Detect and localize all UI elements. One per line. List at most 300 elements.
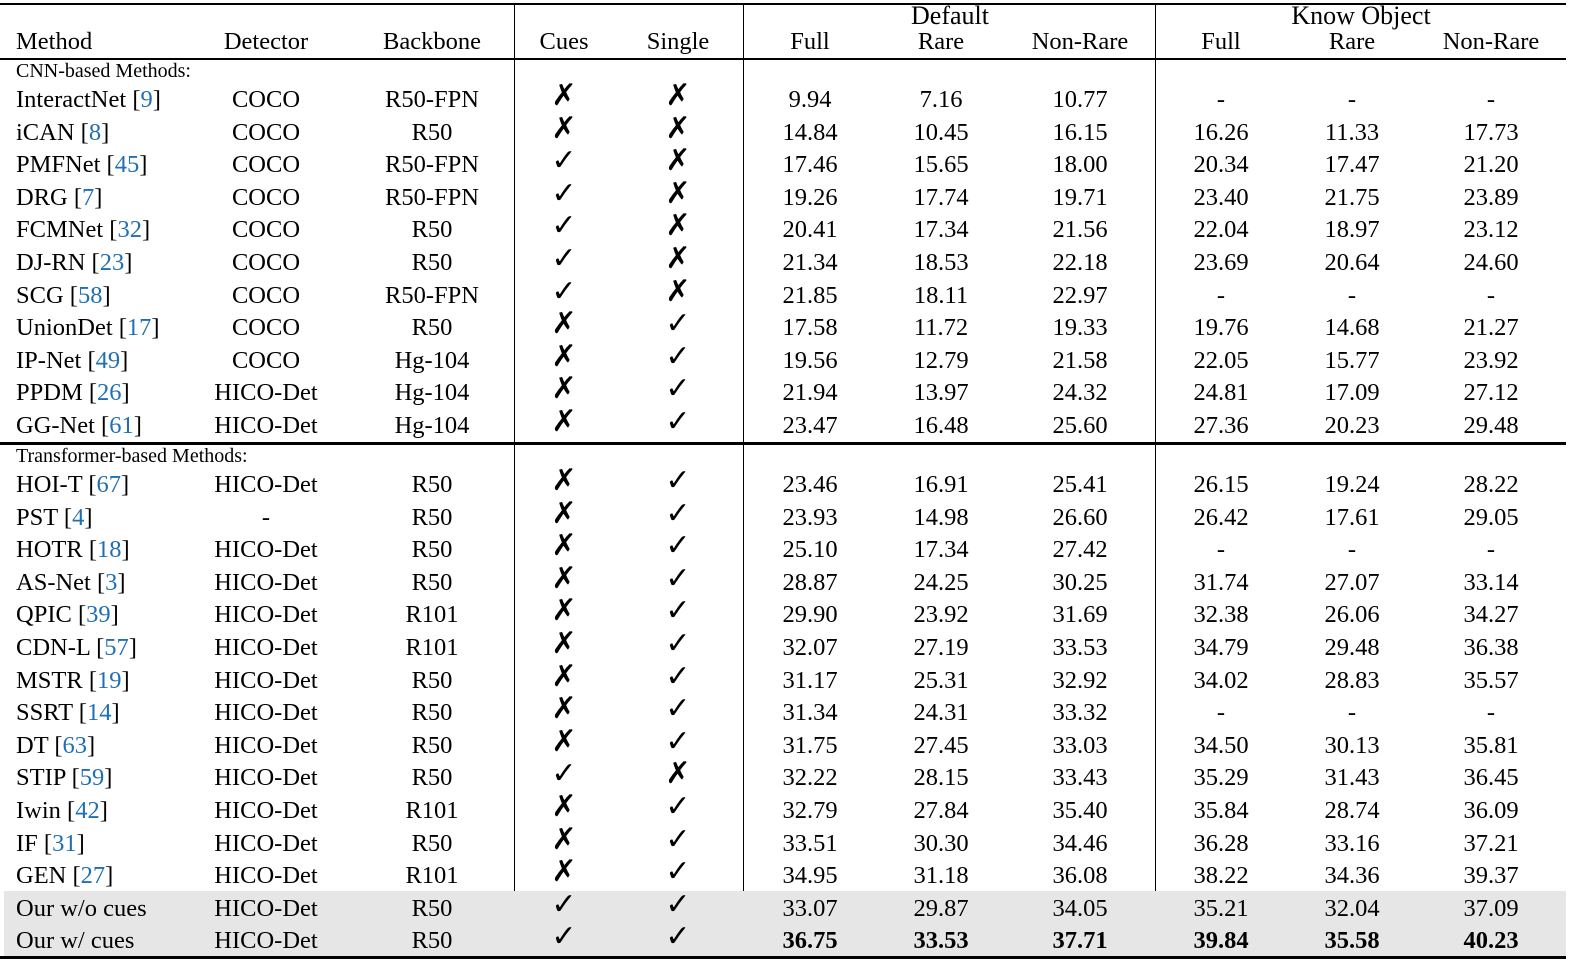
ko-full-value: 16.26 xyxy=(1193,118,1249,146)
def-rare-value: 25.31 xyxy=(913,666,969,694)
ko-full-value: 26.42 xyxy=(1193,503,1249,531)
def-rare-value: 11.72 xyxy=(913,314,969,342)
ko-rare-value: 35.58 xyxy=(1324,927,1380,955)
header-default-non-rare: Non-Rare xyxy=(1031,28,1129,55)
ko-full-value: 34.50 xyxy=(1193,731,1249,759)
ko-rare-value: 29.48 xyxy=(1324,634,1380,661)
method-label: IF xyxy=(16,829,38,857)
def-nonrare-value: 31.69 xyxy=(1052,601,1108,629)
def-nonrare-value: 19.71 xyxy=(1052,183,1108,211)
detector-value: HICO-Det xyxy=(214,666,318,694)
method-label: HOTR xyxy=(16,536,83,564)
def-nonrare-value: 25.41 xyxy=(1052,471,1108,498)
method-name: DRG [7] xyxy=(16,183,103,211)
backbone-value: R50-FPN xyxy=(385,151,479,179)
def-full-value: 36.75 xyxy=(782,927,838,955)
detector-value: HICO-Det xyxy=(214,829,318,857)
citation-link[interactable]: 3 xyxy=(105,568,118,596)
def-rare-value: 16.91 xyxy=(913,471,969,498)
method-label: DT xyxy=(16,731,49,759)
ko-nonrare-value: 28.22 xyxy=(1463,471,1519,498)
ko-full-value: - xyxy=(1216,281,1226,309)
cross-icon: ✗ xyxy=(551,79,577,112)
check-icon: ✓ xyxy=(665,855,691,889)
backbone-value: Hg-104 xyxy=(394,379,470,407)
check-icon: ✓ xyxy=(665,692,691,726)
detector-value: HICO-Det xyxy=(214,471,318,498)
citation-link[interactable]: 45 xyxy=(114,151,140,179)
method-label: PMFNet xyxy=(16,151,101,179)
method-label: AS-Net xyxy=(16,568,91,596)
check-icon: ✓ xyxy=(551,920,577,954)
bottom-rule xyxy=(0,956,1566,959)
ko-rare-value: 26.06 xyxy=(1324,601,1380,629)
def-rare-value: 17.34 xyxy=(913,216,969,244)
def-rare-value: 18.53 xyxy=(913,249,969,276)
ko-nonrare-value: 23.92 xyxy=(1463,346,1519,374)
def-rare-value: 30.30 xyxy=(913,829,969,857)
detector-value: HICO-Det xyxy=(214,568,318,596)
ko-full-value: 35.84 xyxy=(1193,797,1249,824)
ko-rare-value: 34.36 xyxy=(1324,862,1380,890)
backbone-value: R50 xyxy=(411,699,453,727)
method-label: IP-Net xyxy=(16,346,82,374)
detector-value: HICO-Det xyxy=(214,699,318,727)
def-full-value: 17.58 xyxy=(782,314,838,342)
ko-full-value: - xyxy=(1216,86,1226,113)
detector-value: HICO-Det xyxy=(214,797,318,824)
cross-icon: ✗ xyxy=(551,822,577,856)
def-nonrare-value: 33.32 xyxy=(1052,699,1108,727)
detector-value: COCO xyxy=(231,314,301,342)
cross-icon: ✗ xyxy=(551,724,577,758)
def-full-value: 14.84 xyxy=(782,118,838,146)
ko-rare-value: 28.74 xyxy=(1324,797,1380,824)
method-label: STIP xyxy=(16,764,66,792)
method-name: STIP [59] xyxy=(16,764,113,792)
def-rare-value: 10.45 xyxy=(913,118,969,146)
detector-value: HICO-Det xyxy=(214,412,318,439)
def-rare-value: 17.34 xyxy=(913,536,969,564)
def-full-value: 32.79 xyxy=(782,797,838,824)
backbone-value: R50 xyxy=(411,249,453,276)
ko-rare-value: 20.64 xyxy=(1324,249,1380,276)
def-nonrare-value: 33.43 xyxy=(1052,764,1108,792)
check-icon: ✓ xyxy=(665,561,691,595)
backbone-value: R50-FPN xyxy=(385,86,479,113)
ko-full-value: 22.04 xyxy=(1193,216,1249,244)
citation-link[interactable]: 49 xyxy=(95,346,121,374)
def-nonrare-value: 33.53 xyxy=(1052,634,1108,661)
ko-full-value: 32.38 xyxy=(1193,601,1249,629)
cross-icon: ✗ xyxy=(665,111,691,145)
backbone-value: R50 xyxy=(411,764,453,792)
ko-rare-value: 11.33 xyxy=(1324,118,1380,146)
citation-link[interactable]: 26 xyxy=(97,379,122,407)
ko-rare-value: 17.47 xyxy=(1324,151,1380,179)
def-rare-value: 27.84 xyxy=(913,797,969,824)
ko-nonrare-value: 27.12 xyxy=(1463,379,1519,407)
ko-nonrare-value: 34.27 xyxy=(1463,601,1519,629)
check-icon: ✓ xyxy=(551,757,577,791)
cross-icon: ✗ xyxy=(551,111,577,145)
def-rare-value: 23.92 xyxy=(913,601,969,629)
cross-icon: ✗ xyxy=(665,242,691,275)
citation-link[interactable]: 14 xyxy=(86,699,112,727)
detector-value: HICO-Det xyxy=(214,731,318,759)
ko-nonrare-value: 29.48 xyxy=(1463,412,1519,439)
method-label: InteractNet xyxy=(16,86,127,113)
check-icon: ✓ xyxy=(665,887,691,921)
check-icon: ✓ xyxy=(665,920,691,954)
def-rare-value: 15.65 xyxy=(913,151,969,179)
method-name: GG-Net [61] xyxy=(16,412,142,439)
ko-rare-value: 32.04 xyxy=(1324,894,1380,922)
ko-nonrare-value: 23.89 xyxy=(1463,183,1519,211)
check-icon: ✓ xyxy=(551,144,577,178)
method-name: SCG [58] xyxy=(16,281,111,309)
method-label: FCMNet xyxy=(16,216,104,244)
method-label: SCG xyxy=(16,281,64,309)
def-full-value: 32.07 xyxy=(782,634,838,661)
ko-rare-value: 17.09 xyxy=(1324,379,1380,407)
ko-full-value: 23.40 xyxy=(1193,183,1249,211)
method-name: GEN [27] xyxy=(16,862,114,890)
citation-link[interactable]: 39 xyxy=(86,601,111,629)
cross-icon: ✗ xyxy=(551,561,577,595)
def-rare-value: 14.98 xyxy=(913,503,969,531)
check-icon: ✓ xyxy=(551,176,577,210)
backbone-value: Hg-104 xyxy=(394,346,470,374)
cross-icon: ✗ xyxy=(551,855,577,889)
def-full-value: 21.34 xyxy=(782,249,838,276)
ko-full-value: 20.34 xyxy=(1193,151,1249,179)
cross-icon: ✗ xyxy=(665,79,691,112)
ko-rare-value: 15.77 xyxy=(1324,346,1380,374)
detector-value: COCO xyxy=(231,86,301,113)
ko-full-value: 39.84 xyxy=(1193,927,1249,955)
citation-link[interactable]: 27 xyxy=(80,862,106,890)
backbone-value: R50-FPN xyxy=(385,183,479,211)
def-nonrare-value: 32.92 xyxy=(1052,666,1108,694)
cross-icon: ✗ xyxy=(665,274,691,308)
method-name: InteractNet [9] xyxy=(16,86,161,113)
citation-link[interactable]: 67 xyxy=(96,471,122,498)
ko-rare-value: 14.68 xyxy=(1324,314,1380,342)
ko-nonrare-value: 36.38 xyxy=(1463,634,1519,661)
citation-link[interactable]: 8 xyxy=(88,118,102,146)
def-nonrare-value: 22.18 xyxy=(1052,249,1108,276)
citation-link[interactable]: 17 xyxy=(126,314,152,342)
def-full-value: 34.95 xyxy=(782,862,838,890)
ko-nonrare-value: 35.81 xyxy=(1463,731,1519,759)
ko-nonrare-value: - xyxy=(1486,536,1496,564)
def-nonrare-value: 27.42 xyxy=(1052,536,1108,564)
method-name: HOTR [18] xyxy=(16,536,130,564)
ko-rare-value: 20.23 xyxy=(1324,412,1380,439)
check-icon: ✓ xyxy=(665,464,691,497)
method-name: IF [31] xyxy=(16,829,85,857)
def-nonrare-value: 24.32 xyxy=(1052,379,1108,407)
ko-nonrare-value: - xyxy=(1486,281,1496,309)
def-full-value: 23.93 xyxy=(782,503,838,531)
def-rare-value: 33.53 xyxy=(913,927,969,955)
check-icon: ✓ xyxy=(665,307,691,341)
citation-link[interactable]: 32 xyxy=(117,216,142,244)
method-name: DT [63] xyxy=(16,731,96,759)
method-label: QPIC xyxy=(16,601,72,629)
citation-link[interactable]: 31 xyxy=(52,829,77,857)
ko-nonrare-value: 21.27 xyxy=(1463,314,1519,342)
backbone-value: R50 xyxy=(411,666,453,694)
detector-value: - xyxy=(261,503,271,531)
header-ko-full: Full xyxy=(1201,28,1241,55)
ko-full-value: 23.69 xyxy=(1193,249,1249,276)
check-icon: ✓ xyxy=(665,659,691,693)
def-nonrare-value: 19.33 xyxy=(1052,314,1108,342)
method-name xyxy=(16,927,134,955)
divider-default-know-object xyxy=(1155,4,1156,958)
method-label: UnionDet xyxy=(16,314,113,342)
method-label: SSRT xyxy=(16,699,73,727)
header-default-full: Full xyxy=(790,28,830,55)
cross-icon: ✗ xyxy=(551,627,577,660)
backbone-value: R50 xyxy=(411,568,453,596)
method-name: UnionDet [17] xyxy=(16,314,160,342)
citation-link[interactable]: 4 xyxy=(72,503,85,531)
ko-rare-value: 30.13 xyxy=(1324,731,1380,759)
ko-nonrare-value: 23.12 xyxy=(1463,216,1519,244)
section-label: Transformer-based Methods: xyxy=(16,445,248,467)
ko-full-value: 19.76 xyxy=(1193,314,1249,342)
method-label: GG-Net xyxy=(16,412,95,439)
backbone-value: R50 xyxy=(411,731,453,759)
backbone-value: R50 xyxy=(411,829,453,857)
ko-nonrare-value: 37.09 xyxy=(1463,894,1519,922)
def-full-value: 33.07 xyxy=(782,894,838,922)
ko-rare-value: - xyxy=(1347,699,1357,727)
backbone-value: R50 xyxy=(411,536,453,564)
def-rare-value: 31.18 xyxy=(913,862,969,890)
ko-full-value: 36.28 xyxy=(1193,829,1249,857)
ko-nonrare-value: 39.37 xyxy=(1463,862,1519,890)
backbone-value: R50 xyxy=(411,927,453,955)
def-full-value: 29.90 xyxy=(782,601,838,629)
def-full-value: 20.41 xyxy=(782,216,838,244)
def-full-value: 23.47 xyxy=(782,412,838,439)
def-full-value: 19.26 xyxy=(782,183,838,211)
def-full-value: 21.85 xyxy=(782,281,838,309)
def-rare-value: 28.15 xyxy=(913,764,969,792)
ko-rare-value: 28.83 xyxy=(1324,666,1380,694)
def-nonrare-value: 25.60 xyxy=(1052,412,1108,439)
method-name xyxy=(16,895,147,923)
header-detector: Detector xyxy=(223,28,309,55)
def-nonrare-value: 30.25 xyxy=(1052,568,1108,596)
def-nonrare-value: 22.97 xyxy=(1052,281,1108,309)
backbone-value: R50 xyxy=(411,118,453,146)
def-nonrare-value: 34.46 xyxy=(1052,829,1108,857)
check-icon: ✓ xyxy=(665,790,691,823)
header-rule xyxy=(0,58,1566,60)
check-icon: ✓ xyxy=(665,627,691,660)
detector-value: HICO-Det xyxy=(214,536,318,564)
divider-single-default xyxy=(743,4,744,958)
def-nonrare-value: 33.03 xyxy=(1052,731,1108,759)
backbone-value: R101 xyxy=(405,601,459,629)
header-ko-rare: Rare xyxy=(1328,28,1376,55)
header-backbone: Backbone xyxy=(383,28,481,55)
method-label: HOI-T xyxy=(16,471,83,498)
ko-nonrare-value: 33.14 xyxy=(1463,568,1519,596)
method-name: DJ-RN [23] xyxy=(16,249,133,276)
method-name: AS-Net [3] xyxy=(16,568,126,596)
def-rare-value: 27.19 xyxy=(913,634,969,661)
ko-full-value: 26.15 xyxy=(1193,471,1249,498)
method-name: PMFNet [45] xyxy=(16,151,148,179)
ko-rare-value: 21.75 xyxy=(1324,183,1380,211)
check-icon: ✓ xyxy=(551,242,577,275)
group-title-default: Default xyxy=(911,1,989,30)
check-icon: ✓ xyxy=(665,594,691,628)
cross-icon: ✗ xyxy=(551,372,577,406)
detector-value: HICO-Det xyxy=(214,927,318,955)
method-name: CDN-L [57] xyxy=(16,634,137,661)
backbone-value: R50 xyxy=(411,503,453,531)
def-nonrare-value: 16.15 xyxy=(1052,118,1108,146)
def-full-value: 32.22 xyxy=(782,764,838,792)
def-rare-value: 27.45 xyxy=(913,731,969,759)
detector-value: HICO-Det xyxy=(214,634,318,661)
def-nonrare-value: 36.08 xyxy=(1052,862,1108,890)
detector-value: HICO-Det xyxy=(214,862,318,890)
ko-nonrare-value: 35.57 xyxy=(1463,666,1519,694)
ko-rare-value: 27.07 xyxy=(1324,568,1380,596)
ko-nonrare-value: - xyxy=(1486,699,1496,727)
citation-link[interactable]: 23 xyxy=(99,249,125,276)
ko-rare-value: 33.16 xyxy=(1324,829,1380,857)
method-name: Iwin [42] xyxy=(16,797,108,824)
detector-value: HICO-Det xyxy=(214,764,318,792)
backbone-value: Hg-104 xyxy=(394,412,470,439)
ko-full-value: 34.79 xyxy=(1193,634,1249,661)
citation-link[interactable]: 57 xyxy=(104,634,129,661)
cross-icon: ✗ xyxy=(665,757,691,791)
cross-icon: ✗ xyxy=(665,176,691,210)
cross-icon: ✗ xyxy=(551,594,577,628)
def-full-value: 9.94 xyxy=(788,86,832,113)
detector-value: COCO xyxy=(231,118,301,146)
def-nonrare-value: 10.77 xyxy=(1052,86,1108,113)
ko-nonrare-value: 37.21 xyxy=(1463,829,1519,857)
backbone-value: R50 xyxy=(411,216,453,244)
def-full-value: 28.87 xyxy=(782,568,838,596)
def-rare-value: 29.87 xyxy=(913,894,969,922)
cross-icon: ✗ xyxy=(551,692,577,726)
citation-link[interactable]: 18 xyxy=(97,536,122,564)
def-full-value: 33.51 xyxy=(782,829,838,857)
def-full-value: 23.46 xyxy=(782,471,838,498)
method-name: PST [4] xyxy=(16,503,93,531)
def-rare-value: 7.16 xyxy=(919,86,963,113)
method-name: FCMNet [32] xyxy=(16,216,151,244)
ko-nonrare-value: - xyxy=(1486,86,1496,113)
def-rare-value: 24.31 xyxy=(913,699,969,727)
section-label: CNN-based Methods: xyxy=(16,60,191,82)
detector-value: COCO xyxy=(231,346,301,374)
check-icon: ✓ xyxy=(665,372,691,406)
citation-link[interactable]: 58 xyxy=(77,281,103,309)
def-full-value: 31.75 xyxy=(782,731,838,759)
detector-value: COCO xyxy=(231,151,301,179)
ko-full-value: - xyxy=(1216,536,1226,564)
ko-rare-value: 31.43 xyxy=(1324,764,1380,792)
def-nonrare-value: 34.05 xyxy=(1052,894,1108,922)
def-nonrare-value: 37.71 xyxy=(1052,927,1108,955)
citation-link[interactable]: 42 xyxy=(75,797,100,824)
ko-full-value: 27.36 xyxy=(1193,412,1249,439)
def-full-value: 25.10 xyxy=(782,536,838,564)
cross-icon: ✗ xyxy=(551,529,577,563)
citation-link[interactable]: 61 xyxy=(109,412,134,439)
citation-link[interactable]: 59 xyxy=(79,764,105,792)
method-label: PPDM xyxy=(16,379,83,407)
def-nonrare-value: 18.00 xyxy=(1052,151,1108,179)
backbone-value: R101 xyxy=(405,862,459,890)
cross-icon: ✗ xyxy=(551,790,577,823)
ko-full-value: 34.02 xyxy=(1193,666,1249,694)
ko-nonrare-value: 29.05 xyxy=(1463,503,1519,531)
detector-value: HICO-Det xyxy=(214,379,318,407)
citation-link[interactable]: 63 xyxy=(62,731,88,759)
check-icon: ✓ xyxy=(665,405,691,438)
header-cues: Cues xyxy=(539,28,589,55)
method-label: Our w/ cues xyxy=(16,927,135,955)
def-rare-value: 16.48 xyxy=(913,412,969,439)
header-default-rare: Rare xyxy=(917,28,965,55)
backbone-value: R50-FPN xyxy=(385,281,479,309)
ko-rare-value: 19.24 xyxy=(1324,471,1380,498)
check-icon: ✓ xyxy=(665,339,691,373)
ko-full-value: 35.29 xyxy=(1193,764,1249,792)
check-icon: ✓ xyxy=(551,209,577,243)
check-icon: ✓ xyxy=(665,496,691,530)
backbone-value: R50 xyxy=(411,894,453,922)
ko-full-value: 24.81 xyxy=(1193,379,1249,407)
detector-value: COCO xyxy=(231,216,301,244)
check-icon: ✓ xyxy=(665,822,691,856)
def-rare-value: 18.11 xyxy=(913,281,969,309)
method-label: DJ-RN xyxy=(16,249,86,276)
ko-nonrare-value: 24.60 xyxy=(1463,249,1519,276)
cross-icon: ✗ xyxy=(551,496,577,530)
backbone-value: R101 xyxy=(405,797,459,824)
ko-nonrare-value: 36.09 xyxy=(1463,797,1519,824)
method-name: MSTR [19] xyxy=(16,666,130,694)
def-rare-value: 17.74 xyxy=(913,183,969,211)
method-label: GEN xyxy=(16,862,67,890)
ko-rare-value: - xyxy=(1347,281,1357,309)
citation-link[interactable]: 7 xyxy=(82,183,95,211)
method-name: HOI-T [67] xyxy=(16,471,130,498)
check-icon: ✓ xyxy=(551,274,577,308)
def-nonrare-value: 26.60 xyxy=(1052,503,1108,531)
citation-link[interactable]: 9 xyxy=(140,86,153,113)
def-nonrare-value: 35.40 xyxy=(1052,797,1108,824)
header-ko-non-rare: Non-Rare xyxy=(1442,28,1540,55)
citation-link[interactable]: 19 xyxy=(97,666,122,694)
cross-icon: ✗ xyxy=(551,307,577,341)
